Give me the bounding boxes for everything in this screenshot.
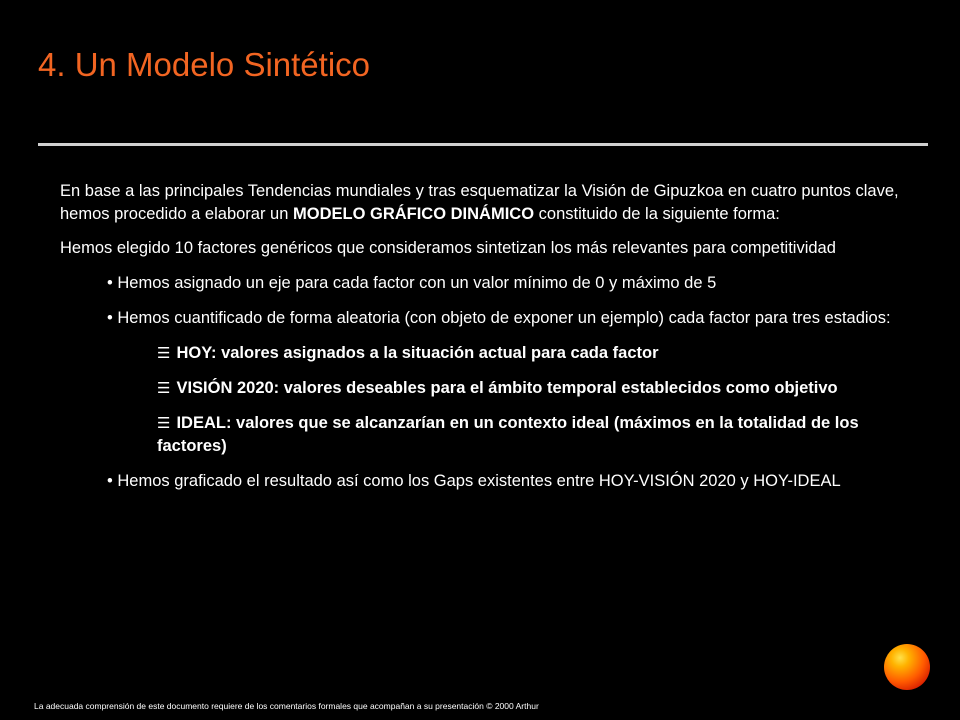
bullet-dot-icon: •	[107, 472, 113, 490]
title-divider	[38, 143, 928, 146]
slide-title: 4. Un Modelo Sintético	[38, 46, 371, 83]
intro-text-after: constituido de la siguiente forma:	[534, 205, 780, 223]
list-bullet-icon: ☰	[157, 379, 171, 397]
bullet-dot-icon: •	[107, 274, 113, 292]
subbullet-text-hoy: HOY: valores asignados a la situación actual para cada factor	[176, 344, 659, 362]
intro-bold-model: MODELO GRÁFICO DINÁMICO	[292, 205, 535, 223]
bullet-item-graphed	[107, 470, 927, 493]
subbullet-item-hoy	[157, 342, 897, 365]
orange-sphere-logo	[884, 644, 930, 690]
list-bullet-icon: ☰	[157, 344, 171, 362]
factors-paragraph: Hemos elegido 10 factores genéricos que consideramos sintetizan los más relevantes para competitividad	[60, 239, 836, 257]
bullet-text-axes: Hemos asignado un eje para cada factor con un valor mínimo de 0 y máximo de 5	[117, 274, 717, 292]
list-bullet-icon: ☰	[157, 414, 171, 432]
bullet-item-axes	[107, 272, 927, 295]
subbullet-item-vision	[157, 377, 897, 400]
intro-text-before: En base a las principales Tendencias mundiales y tras esquematizar la Visión de Gipuzkoa en cuatro puntos clave, hemos procedido a elaborar un	[60, 182, 899, 223]
slide-body	[60, 180, 930, 505]
footer-disclaimer: La adecuada comprensión de este documento requiere de los comentarios formales que acompañan a su presentación © 2000 Arthur	[34, 701, 539, 711]
bullet-dot-icon: •	[107, 309, 113, 327]
bullet-text-quantified: Hemos cuantificado de forma aleatoria (con objeto de exponer un ejemplo) cada factor para tres estadios:	[117, 309, 891, 327]
subbullet-text-ideal: IDEAL: valores que se alcanzarían en un contexto ideal (máximos en la totalidad de los factores)	[157, 414, 859, 455]
bullet-text-graphed: Hemos graficado el resultado así como los Gaps existentes entre HOY-VISIÓN 2020 y HOY-IDEAL	[117, 472, 841, 490]
intro-paragraph	[60, 180, 930, 226]
subbullet-text-vision: VISIÓN 2020: valores deseables para el ámbito temporal establecidos como objetivo	[176, 379, 838, 397]
subbullet-item-ideal	[157, 412, 897, 458]
bullet-item-quantified	[107, 307, 927, 330]
